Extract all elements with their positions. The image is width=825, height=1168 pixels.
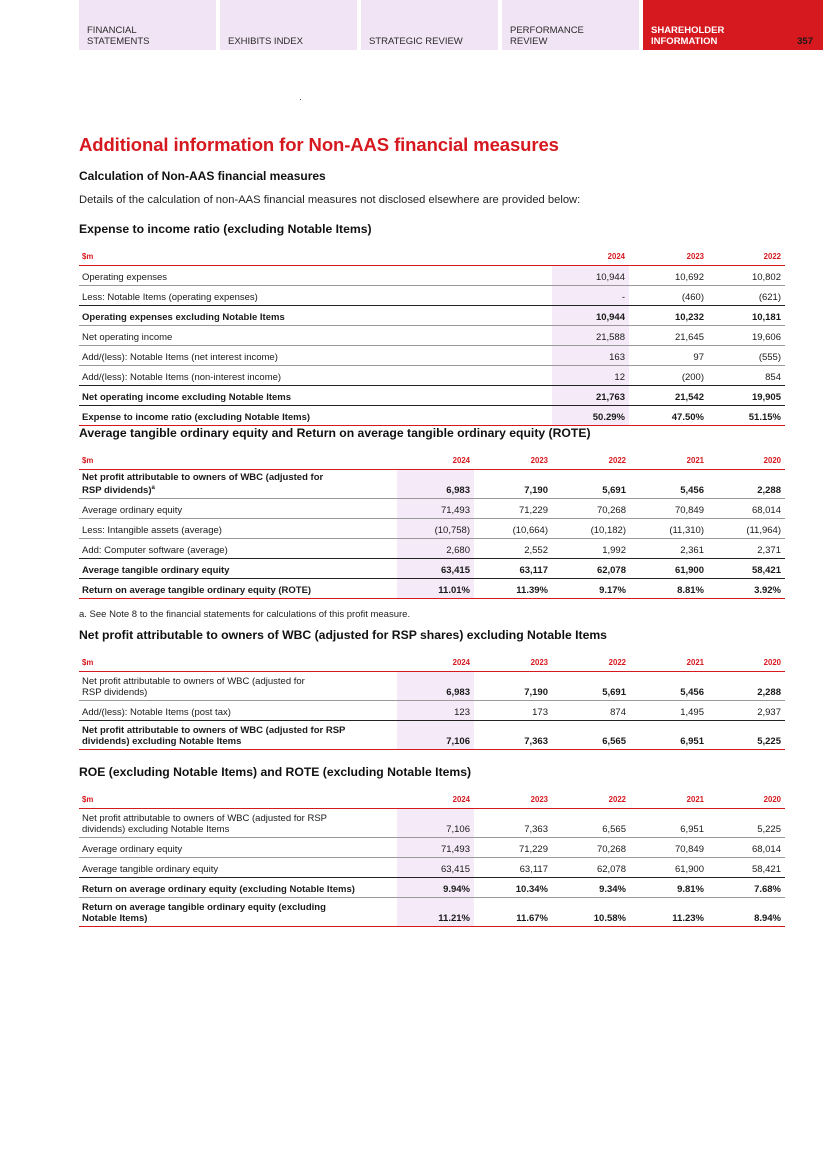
cell-value: 97 [629, 346, 708, 366]
section-subtitle: Calculation of Non-AAS financial measures [79, 169, 326, 183]
cell-value: (200) [629, 366, 708, 386]
row-label-line2: RSP dividends) [82, 687, 148, 698]
cell-value: 70,268 [552, 838, 630, 858]
section-heading: ROE (excluding Notable Items) and ROTE (excluding Notable Items) [79, 765, 472, 779]
cell-value: 63,415 [397, 559, 474, 579]
cell-value: 9.94% [397, 878, 474, 898]
year-header: 2021 [630, 657, 708, 672]
cell-value: 71,229 [474, 499, 552, 519]
table-row [79, 721, 785, 750]
tab-label: STRATEGIC REVIEW [369, 36, 463, 47]
row-label-line2: dividends) excluding Notable Items [82, 736, 242, 747]
row-label-line1: Net profit attributable to owners of WBC (adjusted for [82, 676, 305, 687]
cell-value: 71,229 [474, 838, 552, 858]
year-header: 2022 [552, 657, 630, 672]
table-row [79, 701, 785, 721]
table-row [79, 672, 785, 701]
cell-value: 10.34% [474, 878, 552, 898]
cell-value: 9.34% [552, 878, 630, 898]
tab-label: EXHIBITS INDEX [228, 36, 303, 47]
table-header-row [79, 455, 785, 470]
year-header: 2023 [629, 251, 708, 266]
year-header: 2022 [708, 251, 785, 266]
cell-value: 1,992 [552, 539, 630, 559]
year-header: 2022 [552, 794, 630, 809]
cell-value: 5,691 [552, 672, 630, 701]
year-header: 2023 [474, 657, 552, 672]
cell-value: 68,014 [708, 499, 785, 519]
cell-value: 2,680 [397, 539, 474, 559]
cell-value: 63,117 [474, 559, 552, 579]
row-label-line1: Return on average tangible ordinary equity (excluding [82, 902, 326, 913]
table-row [79, 579, 785, 599]
cell-value: 7,190 [474, 672, 552, 701]
cell-value: 12 [552, 366, 629, 386]
table-row [79, 809, 785, 838]
row-label: Return on average ordinary equity (excluding Notable Items) [79, 878, 397, 898]
year-header: 2024 [397, 657, 474, 672]
cell-value: 10,944 [552, 266, 629, 286]
cell-value: 63,117 [474, 858, 552, 878]
cell-value: (11,310) [630, 519, 708, 539]
expense-ratio-table [79, 251, 785, 426]
net-profit-section [79, 628, 785, 750]
table-row [79, 470, 785, 499]
row-label-line2: RSP dividends) [82, 485, 152, 496]
cell-value: 5,456 [630, 470, 708, 499]
intro-text: Details of the calculation of non-AAS financial measures not disclosed elsewhere are provided below: [79, 194, 581, 206]
cell-value: 6,951 [630, 809, 708, 838]
table-header-row [79, 657, 785, 672]
cell-value: 2,361 [630, 539, 708, 559]
table-row [79, 898, 785, 927]
cell-value: 6,565 [552, 809, 630, 838]
cell-value: 70,849 [630, 499, 708, 519]
table-row [79, 326, 785, 346]
cell-value: 61,900 [630, 858, 708, 878]
row-label: Net operating income excluding Notable Items [79, 386, 552, 406]
cell-value: 11.21% [397, 898, 474, 927]
row-label-line2: Notable Items) [82, 913, 148, 924]
cell-value: 21,588 [552, 326, 629, 346]
row-label-line2: dividends) excluding Notable Items [82, 824, 230, 835]
tab-performance-review[interactable] [502, 0, 639, 50]
cell-value: 874 [552, 701, 630, 721]
cell-value: 10,181 [708, 306, 785, 326]
tab-exhibits-index[interactable] [220, 0, 357, 50]
table-row [79, 386, 785, 406]
cell-value: 1,495 [630, 701, 708, 721]
year-header: 2020 [708, 794, 785, 809]
cell-value: 2,937 [708, 701, 785, 721]
cell-value: (10,664) [474, 519, 552, 539]
section-heading: Net profit attributable to owners of WBC (adjusted for RSP shares) excluding Notable Items [79, 628, 607, 642]
row-label: Less: Notable Items (operating expenses) [79, 286, 552, 306]
unit-header: $m [79, 794, 397, 809]
row-label: Net operating income [79, 326, 552, 346]
row-label: Average ordinary equity [79, 838, 397, 858]
year-header: 2023 [474, 794, 552, 809]
roe-table [79, 794, 785, 927]
footnote: a. See Note 8 to the financial statements for calculations of this profit measure. [79, 609, 411, 620]
tab-financial-statements[interactable] [79, 0, 216, 50]
row-label: Expense to income ratio (excluding Notable Items) [79, 406, 552, 426]
cell-value: 10,232 [629, 306, 708, 326]
row-label: Add: Computer software (average) [79, 539, 397, 559]
cell-value: 71,493 [397, 838, 474, 858]
row-label: Operating expenses [79, 266, 552, 286]
table-row [79, 519, 785, 539]
cell-value: 21,542 [629, 386, 708, 406]
row-label [79, 898, 397, 927]
cell-value: 58,421 [708, 858, 785, 878]
cell-value: 7,363 [474, 809, 552, 838]
table-row [79, 406, 785, 426]
cell-value: 2,552 [474, 539, 552, 559]
cell-value: 2,288 [708, 470, 785, 499]
cell-value: (460) [629, 286, 708, 306]
table-row [79, 499, 785, 519]
cell-value: 7,106 [397, 809, 474, 838]
row-label: Less: Intangible assets (average) [79, 519, 397, 539]
cell-value: 62,078 [552, 559, 630, 579]
cell-value: 6,983 [397, 470, 474, 499]
table-row [79, 306, 785, 326]
cell-value: 6,951 [630, 721, 708, 750]
table-row [79, 878, 785, 898]
roe-section [79, 765, 785, 927]
row-label: Return on average tangible ordinary equity (ROTE) [79, 579, 397, 599]
cell-value: 5,456 [630, 672, 708, 701]
cell-value: 7.68% [708, 878, 785, 898]
table-header-row [79, 251, 785, 266]
cell-value: 3.92% [708, 579, 785, 599]
page-title: Additional information for Non-AAS financial measures [79, 134, 559, 155]
table-row [79, 838, 785, 858]
cell-value: 10.58% [552, 898, 630, 927]
rote-table [79, 455, 785, 599]
expense-ratio-section [79, 222, 785, 426]
cell-value: 11.23% [630, 898, 708, 927]
net-profit-table [79, 657, 785, 750]
year-header: 2024 [397, 455, 474, 470]
cell-value: 6,565 [552, 721, 630, 750]
cell-value: 10,802 [708, 266, 785, 286]
table-row [79, 366, 785, 386]
tab-label-line1: PERFORMANCE [510, 25, 584, 36]
row-label: Add/(less): Notable Items (post tax) [79, 701, 397, 721]
cell-value: 11.01% [397, 579, 474, 599]
row-label-line1: Net profit attributable to owners of WBC (adjusted for RSP [82, 725, 346, 736]
row-label: Average ordinary equity [79, 499, 397, 519]
cell-value: 21,763 [552, 386, 629, 406]
cell-value: 8.94% [708, 898, 785, 927]
footnote-marker: a [151, 484, 155, 491]
year-header: 2024 [397, 794, 474, 809]
cell-value: 50.29% [552, 406, 629, 426]
year-header: 2022 [552, 455, 630, 470]
cell-value: 68,014 [708, 838, 785, 858]
row-label: Average tangible ordinary equity [79, 858, 397, 878]
cell-value: 7,363 [474, 721, 552, 750]
row-label [79, 470, 397, 499]
cell-value: 11.39% [474, 579, 552, 599]
cell-value: (10,182) [552, 519, 630, 539]
tab-label-line1: FINANCIAL [87, 25, 137, 36]
cell-value: 58,421 [708, 559, 785, 579]
cell-value: 61,900 [630, 559, 708, 579]
tab-strategic-review[interactable] [361, 0, 498, 50]
table-row [79, 858, 785, 878]
year-header: 2024 [552, 251, 629, 266]
cell-value: 10,944 [552, 306, 629, 326]
table-row [79, 346, 785, 366]
tab-shareholder-information[interactable] [643, 0, 823, 50]
cell-value: 5,691 [552, 470, 630, 499]
cell-value: 2,288 [708, 672, 785, 701]
row-label: Add/(less): Notable Items (net interest income) [79, 346, 552, 366]
year-header: 2023 [474, 455, 552, 470]
unit-header: $m [79, 455, 397, 470]
cell-value: 7,190 [474, 470, 552, 499]
row-label-line1: Net profit attributable to owners of WBC (adjusted for RSP [82, 813, 327, 824]
tab-label-line2: REVIEW [510, 36, 548, 47]
cell-value: 47.50% [629, 406, 708, 426]
row-label: Operating expenses excluding Notable Items [79, 306, 552, 326]
cell-value: 9.81% [630, 878, 708, 898]
tab-label-line2: INFORMATION [651, 36, 718, 47]
cell-value: 9.17% [552, 579, 630, 599]
year-header: 2020 [708, 455, 785, 470]
unit-header: $m [79, 251, 552, 266]
cell-value: 7,106 [397, 721, 474, 750]
stray-dot [300, 99, 301, 100]
row-label [79, 672, 397, 701]
cell-value: 70,268 [552, 499, 630, 519]
unit-header: $m [79, 657, 397, 672]
table-header-row [79, 794, 785, 809]
tab-label-line2: STATEMENTS [87, 36, 150, 47]
page-content [79, 134, 785, 924]
cell-value: 10,692 [629, 266, 708, 286]
cell-value: 11.67% [474, 898, 552, 927]
cell-value: 19,905 [708, 386, 785, 406]
cell-value: 854 [708, 366, 785, 386]
row-label: Add/(less): Notable Items (non-interest income) [79, 366, 552, 386]
cell-value: (10,758) [397, 519, 474, 539]
cell-value: (555) [708, 346, 785, 366]
cell-value: 21,645 [629, 326, 708, 346]
section-heading: Average tangible ordinary equity and Return on average tangible ordinary equity (ROTE) [79, 426, 591, 440]
cell-value: 71,493 [397, 499, 474, 519]
row-label [79, 809, 397, 838]
cell-value: 62,078 [552, 858, 630, 878]
year-header: 2021 [630, 455, 708, 470]
year-header: 2021 [630, 794, 708, 809]
cell-value: 2,371 [708, 539, 785, 559]
table-row [79, 286, 785, 306]
cell-value: 70,849 [630, 838, 708, 858]
rote-section [79, 426, 785, 620]
cell-value: 123 [397, 701, 474, 721]
section-heading: Expense to income ratio (excluding Notable Items) [79, 222, 372, 236]
cell-value: 6,983 [397, 672, 474, 701]
cell-value: 63,415 [397, 858, 474, 878]
cell-value: 5,225 [708, 809, 785, 838]
row-label: Average tangible ordinary equity [79, 559, 397, 579]
cell-value: 51.15% [708, 406, 785, 426]
row-label [79, 721, 397, 750]
cell-value: 163 [552, 346, 629, 366]
cell-value: 5,225 [708, 721, 785, 750]
row-label-line1: Net profit attributable to owners of WBC (adjusted for [82, 471, 324, 483]
table-row [79, 559, 785, 579]
table-row [79, 266, 785, 286]
cell-value: 19,606 [708, 326, 785, 346]
table-row [79, 539, 785, 559]
top-nav [79, 0, 823, 50]
cell-value: (621) [708, 286, 785, 306]
page-number: 357 [797, 36, 813, 47]
cell-value: 8.81% [630, 579, 708, 599]
tab-label-line1: SHAREHOLDER [651, 25, 725, 36]
cell-value: 173 [474, 701, 552, 721]
cell-value: (11,964) [708, 519, 785, 539]
year-header: 2020 [708, 657, 785, 672]
cell-value: - [552, 286, 629, 306]
